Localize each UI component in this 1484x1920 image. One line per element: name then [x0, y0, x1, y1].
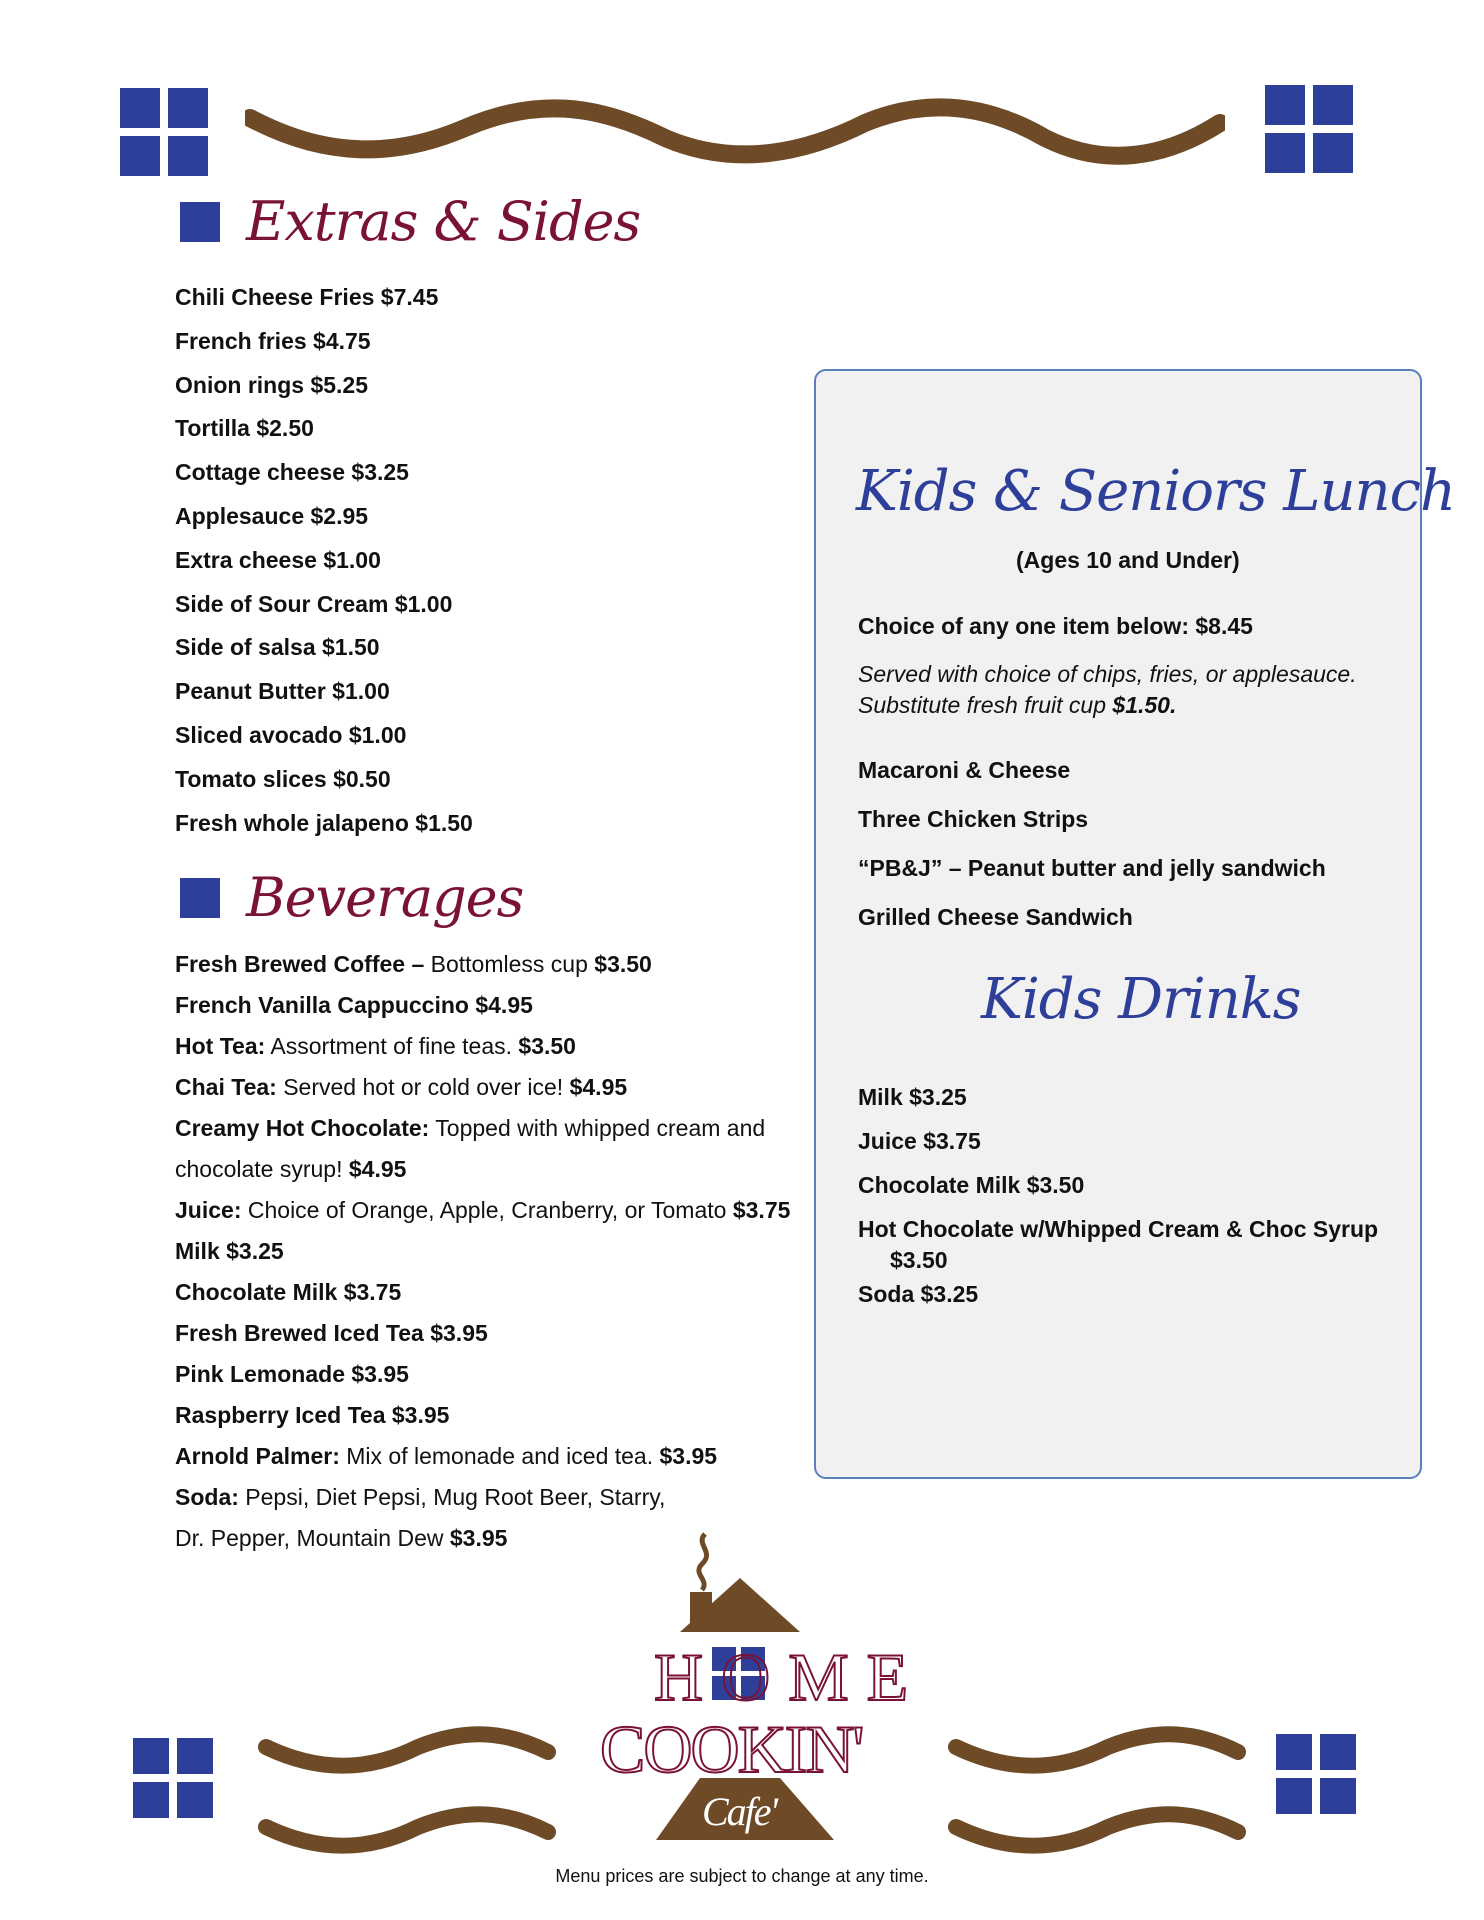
list-item: French Vanilla Cappuccino $4.95 [175, 992, 533, 1018]
list-item: chocolate syrup! $4.95 [175, 1156, 407, 1182]
list-item: Onion rings $5.25 [175, 371, 368, 398]
list-item: Milk $3.25 [858, 1084, 967, 1110]
list-item: Juice: Choice of Orange, Apple, Cranberry, or Tomato $3.75 [175, 1197, 791, 1223]
wave-divider-bottom-left [258, 1722, 558, 1862]
list-item: Fresh Brewed Coffee – Bottomless cup $3.50 [175, 951, 652, 977]
list-item: Creamy Hot Chocolate: Topped with whipped cream and [175, 1115, 766, 1141]
list-item: Dr. Pepper, Mountain Dew $3.95 [175, 1525, 508, 1551]
list-item: Raspberry Iced Tea $3.95 [175, 1402, 450, 1428]
list-item: Soda: Pepsi, Diet Pepsi, Mug Root Beer, Starry, [175, 1484, 666, 1510]
extras-heading [180, 190, 640, 253]
list-item: Tortilla $2.50 [175, 415, 314, 442]
list-item: “PB&J” – Peanut butter and jelly sandwich [858, 855, 1326, 881]
list-item: Sliced avocado $1.00 [175, 721, 407, 748]
list-item: Three Chicken Strips [858, 806, 1089, 832]
logo-cafe-text: Cafe' [702, 1789, 777, 1834]
list-item: Side of salsa $1.50 [175, 634, 380, 661]
extras-list [175, 276, 473, 845]
list-item: Chocolate Milk $3.50 [858, 1172, 1085, 1198]
list-item: French fries $4.75 [175, 327, 371, 354]
window-icon-top-left [120, 88, 208, 176]
list-item: Extra cheese $1.00 [175, 546, 381, 573]
window-icon-top-right [1265, 85, 1353, 173]
kids-panel [814, 369, 1456, 1479]
list-item: Hot Chocolate w/Whipped Cream & Choc Syrup [858, 1216, 1379, 1242]
list-item: Fresh whole jalapeno $1.50 [175, 809, 473, 836]
kids-lunch-title: Kids & Seniors Lunch [856, 459, 1456, 524]
list-item: Pink Lemonade $3.95 [175, 1361, 409, 1387]
beverages-heading [180, 866, 523, 929]
list-item: Applesauce $2.95 [175, 502, 369, 529]
list-item: Hot Tea: Assortment of fine teas. $3.50 [175, 1033, 576, 1059]
list-item: Chocolate Milk $3.75 [175, 1279, 402, 1305]
list-item: Chili Cheese Fries $7.45 [175, 284, 439, 310]
window-icon-bottom-right [1276, 1734, 1356, 1814]
wave-divider-bottom-right [948, 1722, 1248, 1862]
footer-disclaimer: Menu prices are subject to change at any time. [555, 1866, 929, 1886]
extras-title: Extras & Sides [246, 190, 641, 253]
home-cookin-logo [590, 1530, 927, 1850]
kids-drinks-title: Kids Drinks [981, 967, 1301, 1032]
list-item: Fresh Brewed Iced Tea $3.95 [175, 1320, 488, 1346]
logo-cookin-text: COOKIN' [600, 1711, 863, 1787]
beverages-list [175, 944, 790, 1559]
list-item: Milk $3.25 [175, 1238, 284, 1264]
kids-served-note-1: Served with choice of chips, fries, or applesauce. [858, 661, 1357, 687]
bullet-square-icon [180, 202, 220, 242]
list-item: Macaroni & Cheese [858, 757, 1071, 783]
list-item: Juice $3.75 [858, 1128, 981, 1154]
kids-age-note: (Ages 10 and Under) [1016, 547, 1240, 573]
logo-home-text: HOME [654, 1639, 927, 1715]
kids-choice-price: Choice of any one item below: $8.45 [858, 613, 1253, 639]
beverages-title: Beverages [246, 866, 524, 929]
wave-divider-top [245, 98, 1225, 168]
list-item: Cottage cheese $3.25 [175, 459, 409, 486]
list-item: Grilled Cheese Sandwich [858, 904, 1133, 930]
list-item: Side of Sour Cream $1.00 [175, 590, 453, 617]
list-item: Tomato slices $0.50 [175, 765, 391, 792]
list-item: Soda $3.25 [858, 1281, 979, 1307]
list-item: Peanut Butter $1.00 [175, 678, 390, 705]
bullet-square-icon [180, 878, 220, 918]
kids-served-note-2: Substitute fresh fruit cup $1.50. [858, 692, 1177, 718]
list-item: Chai Tea: Served hot or cold over ice! $4.95 [175, 1074, 628, 1100]
window-icon-bottom-left [133, 1738, 213, 1818]
list-item: $3.50 [890, 1247, 948, 1273]
list-item: Arnold Palmer: Mix of lemonade and iced tea. $3.95 [175, 1443, 718, 1469]
